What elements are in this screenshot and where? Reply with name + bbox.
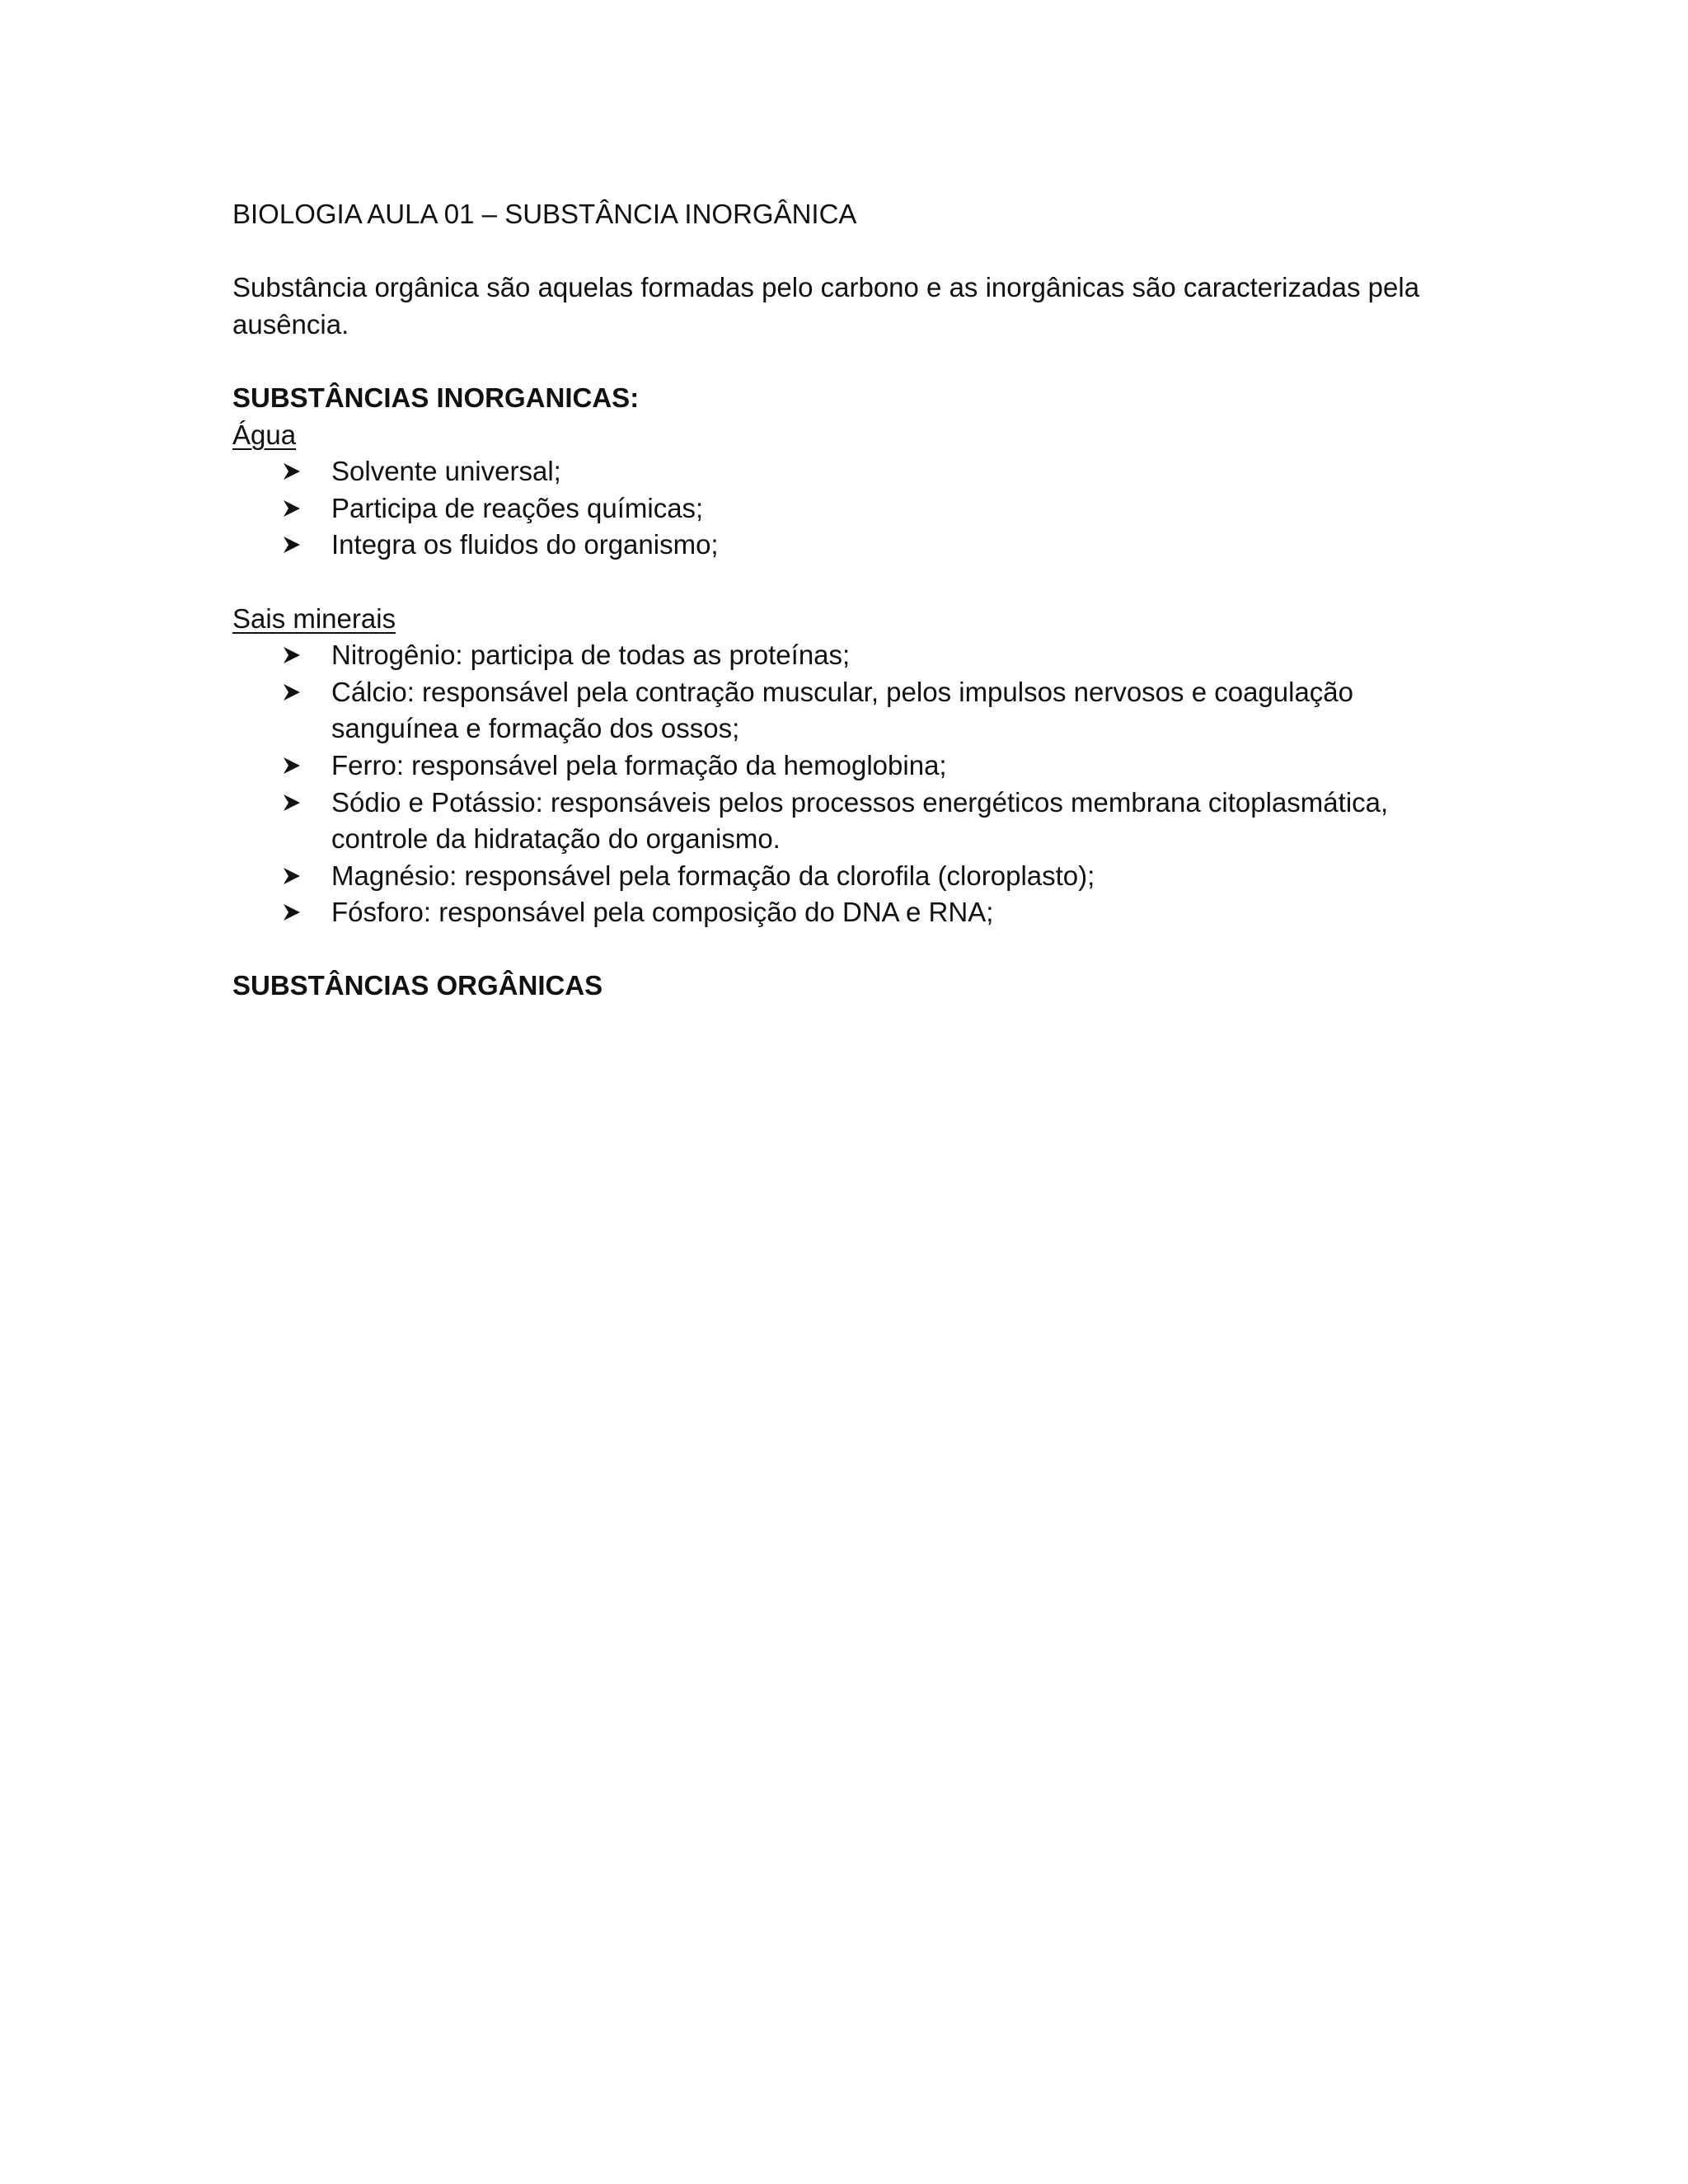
inorganic-section-heading: SUBSTÂNCIAS INORGANICAS: — [232, 382, 640, 413]
document-page — [232, 196, 1469, 1005]
list-item-text: Nitrogênio: participa de todas as proteínas; — [331, 640, 851, 671]
list-item — [232, 637, 1469, 674]
organic-section-heading: SUBSTÂNCIAS ORGÂNICAS — [232, 970, 603, 1001]
list-item — [232, 894, 1469, 931]
list-item — [232, 858, 1469, 895]
list-item — [232, 527, 1469, 564]
list-item-text: Fósforo: responsável pela composição do DNA e RNA; — [331, 897, 994, 928]
arrowhead-bullet-icon — [282, 682, 302, 702]
list-item-text: Ferro: responsável pela formação da hemoglobina; — [331, 749, 947, 780]
spacer — [232, 931, 1469, 968]
arrowhead-bullet-icon — [282, 756, 302, 776]
list-item — [232, 748, 1469, 785]
spacer — [232, 343, 1469, 380]
arrowhead-bullet-icon — [282, 462, 302, 481]
arrowhead-bullet-icon — [282, 866, 302, 886]
minerals-list — [232, 637, 1469, 931]
list-item — [232, 490, 1469, 527]
arrowhead-bullet-icon — [282, 535, 302, 555]
list-item-text: Cálcio: responsável pela contração muscular, pelos impulsos nervosos e coagulação sanguínea e formação dos ossos; — [331, 676, 1354, 744]
list-item — [232, 453, 1469, 490]
arrowhead-bullet-icon — [282, 902, 302, 922]
spacer — [232, 564, 1469, 601]
intro-paragraph: Substância orgânica são aquelas formadas pelo carbono e as inorgânicas são caracterizadas pela ausência. — [232, 272, 1420, 340]
water-list — [232, 453, 1469, 564]
list-item-text: Solvente universal; — [331, 456, 561, 487]
list-item-text: Magnésio: responsável pela formação da clorofila (cloroplasto); — [331, 860, 1095, 891]
list-item — [232, 674, 1469, 748]
arrowhead-bullet-icon — [282, 793, 302, 813]
minerals-subheading: Sais minerais — [232, 602, 396, 634]
list-item-text: Sódio e Potássio: responsáveis pelos processos energéticos membrana citoplasmática, controle da hidratação do organismo. — [331, 786, 1389, 855]
document-title: BIOLOGIA AULA 01 – SUBSTÂNCIA INORGÂNICA — [232, 199, 857, 229]
list-item-text: Participa de reações químicas; — [331, 492, 704, 523]
arrowhead-bullet-icon — [282, 645, 302, 665]
list-item-text: Integra os fluidos do organismo; — [331, 529, 719, 560]
water-subheading: Água — [232, 419, 297, 450]
spacer — [232, 233, 1469, 270]
list-item — [232, 785, 1469, 858]
arrowhead-bullet-icon — [282, 499, 302, 518]
